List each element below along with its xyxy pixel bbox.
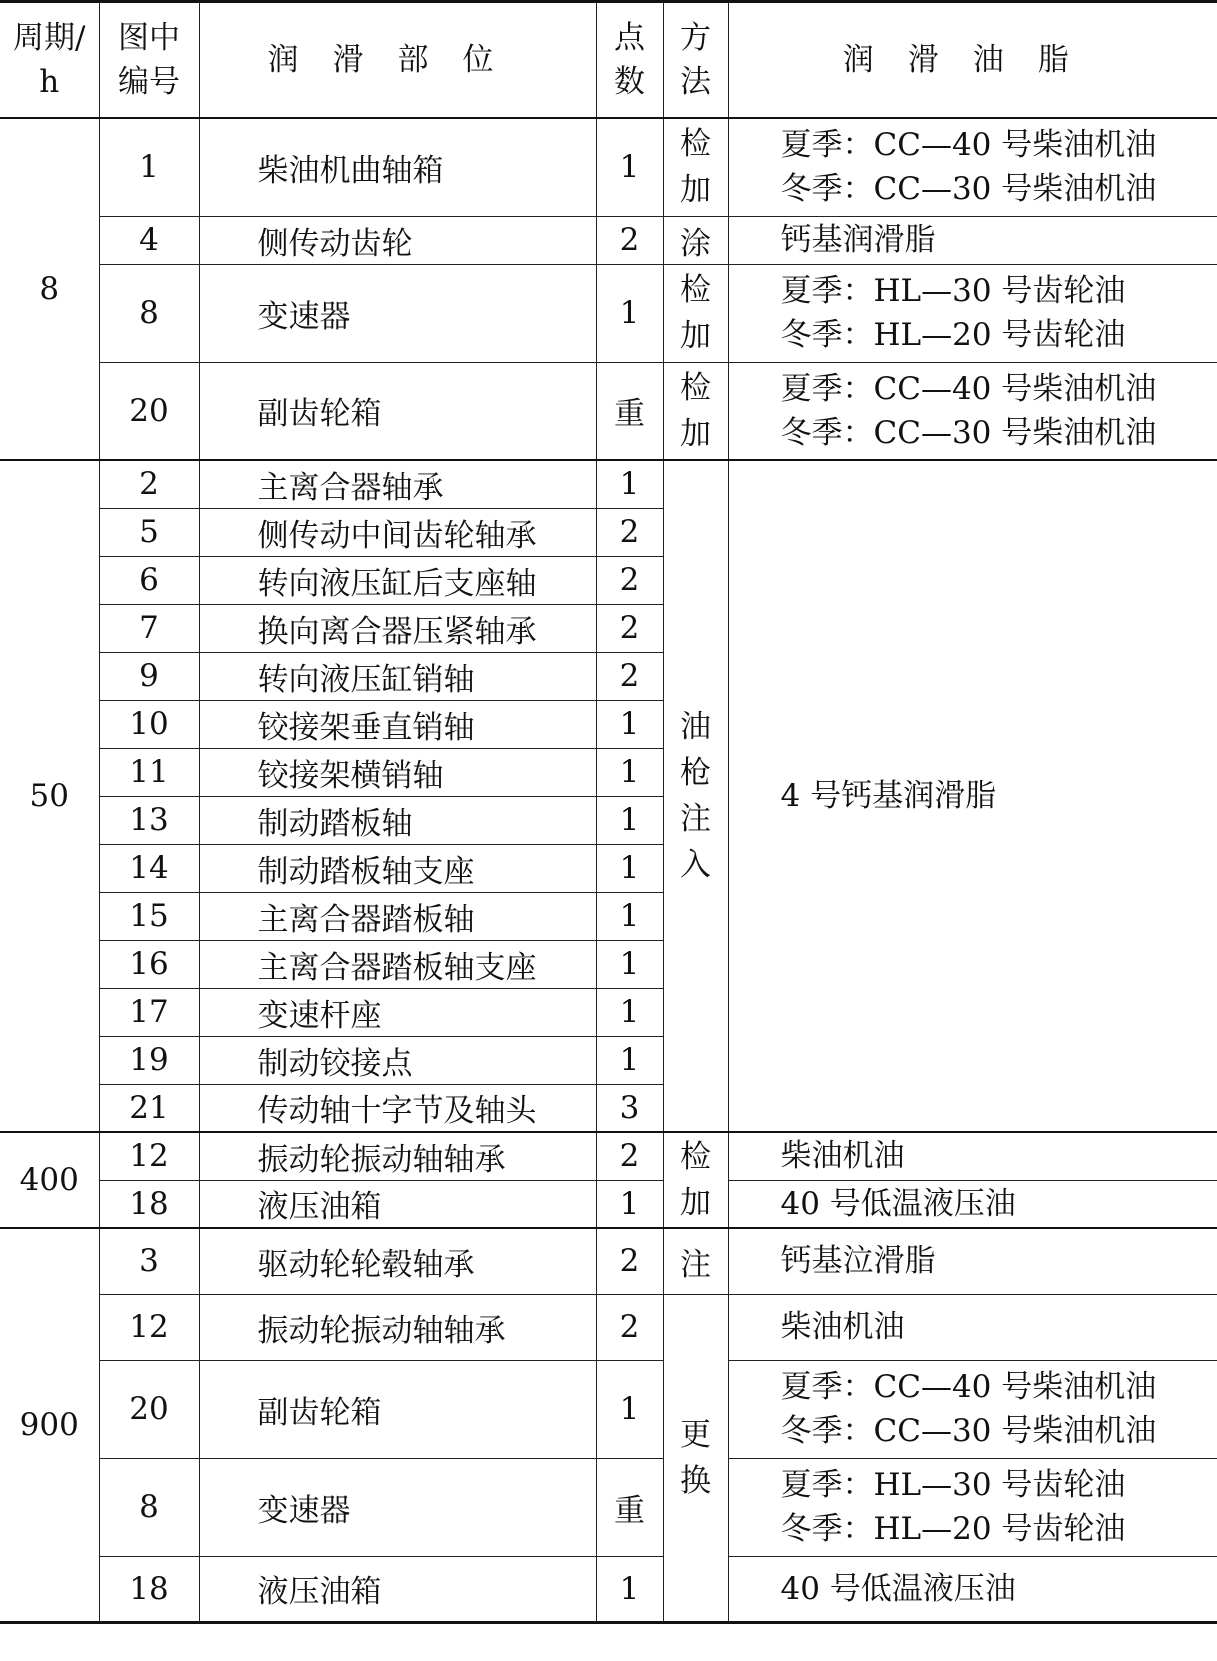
number-cell: 12 [99,1132,199,1180]
number-cell: 4 [99,216,199,264]
number-cell: 15 [99,892,199,940]
oil-cell: 夏季：CC—40 号柴油机油 冬季：CC—30 号柴油机油 [728,118,1217,216]
oil-cell: 柴油机油 [728,1294,1217,1360]
table-row [0,216,1217,264]
part-cell: 液压油箱 [199,1556,596,1622]
part-cell: 制动踏板轴支座 [199,844,596,892]
number-cell: 14 [99,844,199,892]
part-cell: 制动铰接点 [199,1036,596,1084]
table-row [0,1180,1217,1228]
points-cell: 重 [596,1458,663,1556]
header-row [0,2,1217,119]
number-cell: 18 [99,1556,199,1622]
points-cell: 1 [596,700,663,748]
number-cell: 8 [99,1458,199,1556]
oil-cell: 4 号钙基润滑脂 [728,460,1217,1132]
number-cell: 8 [99,264,199,362]
table-row [0,264,1217,362]
table-row [0,1458,1217,1556]
method-cell: 检 加 [663,118,728,216]
points-cell: 2 [596,652,663,700]
part-cell: 变速杆座 [199,988,596,1036]
method-cell: 更 换 [663,1294,728,1622]
points-cell: 1 [596,118,663,216]
points-cell: 2 [596,216,663,264]
points-cell: 3 [596,1084,663,1132]
oil-cell: 夏季：HL—30 号齿轮油 冬季：HL—20 号齿轮油 [728,1458,1217,1556]
part-cell: 传动轴十字节及轴头 [199,1084,596,1132]
points-cell: 2 [596,1294,663,1360]
number-cell: 10 [99,700,199,748]
oil-cell: 夏季：CC—40 号柴油机油 冬季：CC—30 号柴油机油 [728,362,1217,460]
number-cell: 18 [99,1180,199,1228]
method-cell: 检 加 [663,362,728,460]
points-cell: 1 [596,844,663,892]
part-cell: 主离合器踏板轴 [199,892,596,940]
header-points: 点 数 [596,2,663,119]
part-cell: 换向离合器压紧轴承 [199,604,596,652]
points-cell: 2 [596,556,663,604]
part-cell: 变速器 [199,264,596,362]
number-cell: 3 [99,1228,199,1294]
points-cell: 1 [596,796,663,844]
points-cell: 1 [596,1360,663,1458]
points-cell: 1 [596,1180,663,1228]
points-cell: 1 [596,1556,663,1622]
oil-cell: 柴油机油 [728,1132,1217,1180]
number-cell: 7 [99,604,199,652]
method-cell: 涂 [663,216,728,264]
table-row [0,1294,1217,1360]
period-cell: 50 [0,460,99,1132]
method-cell: 油 枪 注 入 [663,460,728,1132]
header-part: 润滑部位 [199,2,596,119]
points-cell: 1 [596,988,663,1036]
number-cell: 2 [99,460,199,508]
part-cell: 转向液压缸销轴 [199,652,596,700]
number-cell: 11 [99,748,199,796]
oil-cell: 钙基润滑脂 [728,216,1217,264]
table-row [0,460,1217,508]
number-cell: 9 [99,652,199,700]
points-cell: 1 [596,460,663,508]
period-cell: 400 [0,1132,99,1228]
part-cell: 副齿轮箱 [199,1360,596,1458]
points-cell: 重 [596,362,663,460]
number-cell: 20 [99,1360,199,1458]
points-cell: 1 [596,748,663,796]
number-cell: 17 [99,988,199,1036]
part-cell: 副齿轮箱 [199,362,596,460]
part-cell: 液压油箱 [199,1180,596,1228]
oil-cell: 40 号低温液压油 [728,1180,1217,1228]
number-cell: 13 [99,796,199,844]
part-cell: 振动轮振动轴轴承 [199,1132,596,1180]
table-row [0,362,1217,460]
number-cell: 12 [99,1294,199,1360]
points-cell: 1 [596,264,663,362]
part-cell: 侧传动中间齿轮轴承 [199,508,596,556]
number-cell: 21 [99,1084,199,1132]
header-number: 图中 编号 [99,2,199,119]
number-cell: 16 [99,940,199,988]
table-row [0,1360,1217,1458]
number-cell: 6 [99,556,199,604]
part-cell: 主离合器踏板轴支座 [199,940,596,988]
oil-cell: 钙基泣滑脂 [728,1228,1217,1294]
method-cell: 检 加 [663,264,728,362]
oil-cell: 夏季：HL—30 号齿轮油 冬季：HL—20 号齿轮油 [728,264,1217,362]
number-cell: 19 [99,1036,199,1084]
part-cell: 驱动轮轮毂轴承 [199,1228,596,1294]
number-cell: 1 [99,118,199,216]
number-cell: 20 [99,362,199,460]
table-row [0,1228,1217,1294]
points-cell: 1 [596,1036,663,1084]
points-cell: 2 [596,604,663,652]
table-row [0,1556,1217,1622]
method-cell: 注 [663,1228,728,1294]
header-oil: 润滑油脂 [728,2,1217,119]
part-cell: 转向液压缸后支座轴 [199,556,596,604]
part-cell: 制动踏板轴 [199,796,596,844]
points-cell: 1 [596,940,663,988]
period-cell: 900 [0,1228,99,1622]
header-period: 周期/ h [0,2,99,119]
number-cell: 5 [99,508,199,556]
part-cell: 侧传动齿轮 [199,216,596,264]
part-cell: 铰接架垂直销轴 [199,700,596,748]
oil-cell: 40 号低温液压油 [728,1556,1217,1622]
oil-cell: 夏季：CC—40 号柴油机油 冬季：CC—30 号柴油机油 [728,1360,1217,1458]
method-cell: 检 加 [663,1132,728,1228]
period-cell: 8 [0,118,99,460]
points-cell: 2 [596,1228,663,1294]
part-cell: 主离合器轴承 [199,460,596,508]
header-method: 方 法 [663,2,728,119]
table-row [0,118,1217,216]
part-cell: 振动轮振动轴轴承 [199,1294,596,1360]
part-cell: 铰接架横销轴 [199,748,596,796]
part-cell: 柴油机曲轴箱 [199,118,596,216]
points-cell: 2 [596,1132,663,1180]
table-row [0,1132,1217,1180]
part-cell: 变速器 [199,1458,596,1556]
points-cell: 1 [596,892,663,940]
points-cell: 2 [596,508,663,556]
